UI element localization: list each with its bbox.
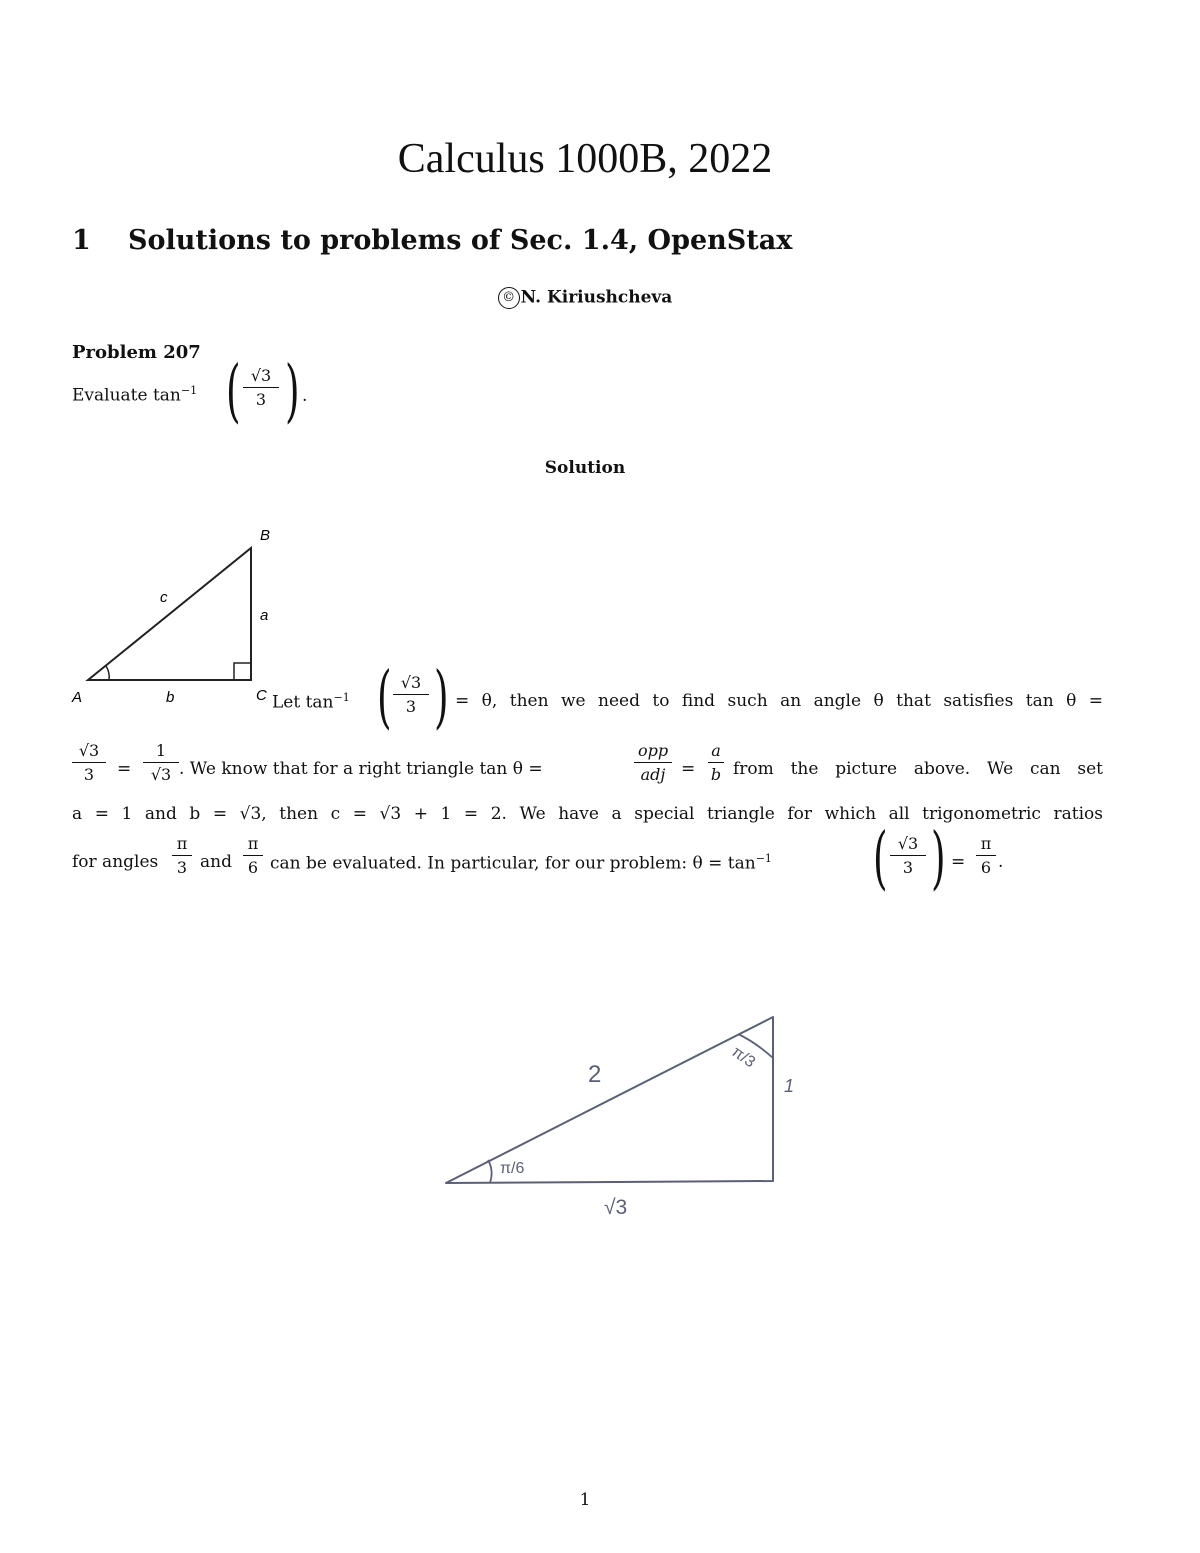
fraction-bar	[890, 855, 926, 856]
angle-pi6-arc	[488, 1160, 492, 1183]
numerator: 1	[155, 741, 167, 760]
side-a-label: a	[260, 607, 269, 624]
fraction-bar	[243, 855, 263, 856]
fraction-sqrt3-over-3	[393, 673, 429, 716]
line4-and: and	[200, 852, 232, 872]
fraction-1-over-sqrt3	[143, 741, 179, 784]
section-number: 1	[72, 225, 91, 256]
document-title: Calculus 1000B, 2022	[397, 136, 773, 182]
hypotenuse-label: 2	[588, 1061, 602, 1088]
left-paren: (	[872, 819, 888, 898]
fraction-a-over-b	[708, 741, 724, 784]
page-number: 1	[579, 1490, 591, 1510]
fraction-bar	[976, 855, 996, 856]
line4-rest	[270, 852, 772, 874]
special-triangle-figure	[430, 1000, 830, 1230]
numerator: π	[176, 834, 188, 853]
denominator: 3	[405, 697, 417, 716]
copyright-icon: ©	[498, 287, 520, 309]
left-paren: (	[376, 658, 392, 737]
opposite-side-label: 1	[784, 1076, 795, 1096]
angle-pi6-label: π/6	[500, 1160, 525, 1177]
angle-pi3-label: π/3	[728, 1043, 759, 1072]
fraction-bar	[72, 762, 106, 763]
line2-text: . We know that for a right triangle tan θ =	[179, 759, 543, 779]
angle-a-arc	[106, 666, 109, 680]
equals-sign: =	[117, 759, 132, 779]
denominator: 3	[902, 858, 914, 877]
numerator: √3	[78, 741, 100, 760]
inverse-exponent: −1	[333, 691, 350, 704]
inverse-exponent: −1	[755, 852, 772, 865]
special-triangle	[446, 1017, 773, 1183]
line1-rest: = θ, then we need to find such an angle θ that satisfies tan θ =	[455, 691, 1103, 711]
line3: a = 1 and b = √3, then c = √3 + 1 = 2. We have a special triangle for which all trigonometric ratios	[72, 804, 1103, 824]
side-b-label: b	[166, 689, 175, 706]
author-line	[0, 287, 1170, 309]
denominator: 3	[176, 858, 188, 877]
fraction-sqrt3-over-3	[243, 366, 279, 409]
period: .	[302, 386, 308, 406]
period: .	[998, 852, 1004, 872]
triangle-abc	[88, 548, 251, 680]
line2-from: from the picture above. We can set	[733, 759, 1103, 779]
vertex-c-label: C	[256, 687, 267, 704]
denominator: 6	[247, 858, 259, 877]
right-paren: )	[930, 819, 946, 898]
problem-statement	[72, 384, 197, 406]
numerator: √3	[400, 673, 422, 692]
left-paren: (	[225, 352, 241, 431]
numerator: opp	[637, 741, 669, 760]
problem-heading: Problem 207	[72, 342, 201, 363]
solution-heading: Solution	[544, 458, 626, 478]
fraction-bar	[143, 762, 179, 763]
numerator: π	[980, 834, 992, 853]
fraction-opp-over-adj	[634, 741, 672, 784]
numerator: √3	[250, 366, 272, 385]
line1-let	[272, 691, 350, 713]
denominator: 3	[255, 390, 267, 409]
denominator: 6	[980, 858, 992, 877]
right-paren: )	[433, 658, 449, 737]
fraction-sqrt3-over-3	[890, 834, 926, 877]
fraction-sqrt3-over-3	[72, 741, 106, 784]
fraction-bar	[634, 762, 672, 763]
adjacent-side-label: √3	[604, 1196, 628, 1219]
denominator: √3	[150, 765, 172, 784]
equals-sign: =	[681, 759, 696, 779]
author-name: N. Kiriushcheva	[520, 287, 673, 308]
line4-rest-text: can be evaluated. In particular, for our problem: θ = tan	[270, 853, 756, 874]
fraction-bar	[393, 694, 429, 695]
denominator: b	[710, 765, 722, 784]
let-tan-text: Let tan	[272, 692, 334, 713]
numerator: √3	[897, 834, 919, 853]
numerator: π	[247, 834, 259, 853]
side-c-label: c	[160, 589, 168, 606]
line4-for-angles: for angles	[72, 852, 159, 872]
vertex-b-label: B	[260, 527, 271, 544]
triangle-abc-figure	[60, 520, 290, 710]
section-title: Solutions to problems of Sec. 1.4, OpenStax	[128, 225, 793, 256]
fraction-pi-over-6	[243, 834, 263, 877]
equals-sign: =	[951, 852, 966, 872]
fraction-pi-over-6	[976, 834, 996, 877]
fraction-bar	[708, 762, 724, 763]
inverse-exponent: −1	[180, 384, 198, 397]
fraction-pi-over-3	[172, 834, 192, 877]
denominator: adj	[640, 765, 666, 784]
right-angle-mark	[234, 663, 251, 680]
fraction-bar	[243, 387, 279, 388]
problem-prefix: Evaluate tan	[72, 385, 181, 406]
fraction-bar	[172, 855, 192, 856]
right-paren: )	[284, 352, 300, 431]
denominator: 3	[83, 765, 95, 784]
vertex-a-label: A	[72, 689, 83, 706]
numerator: a	[711, 741, 721, 760]
